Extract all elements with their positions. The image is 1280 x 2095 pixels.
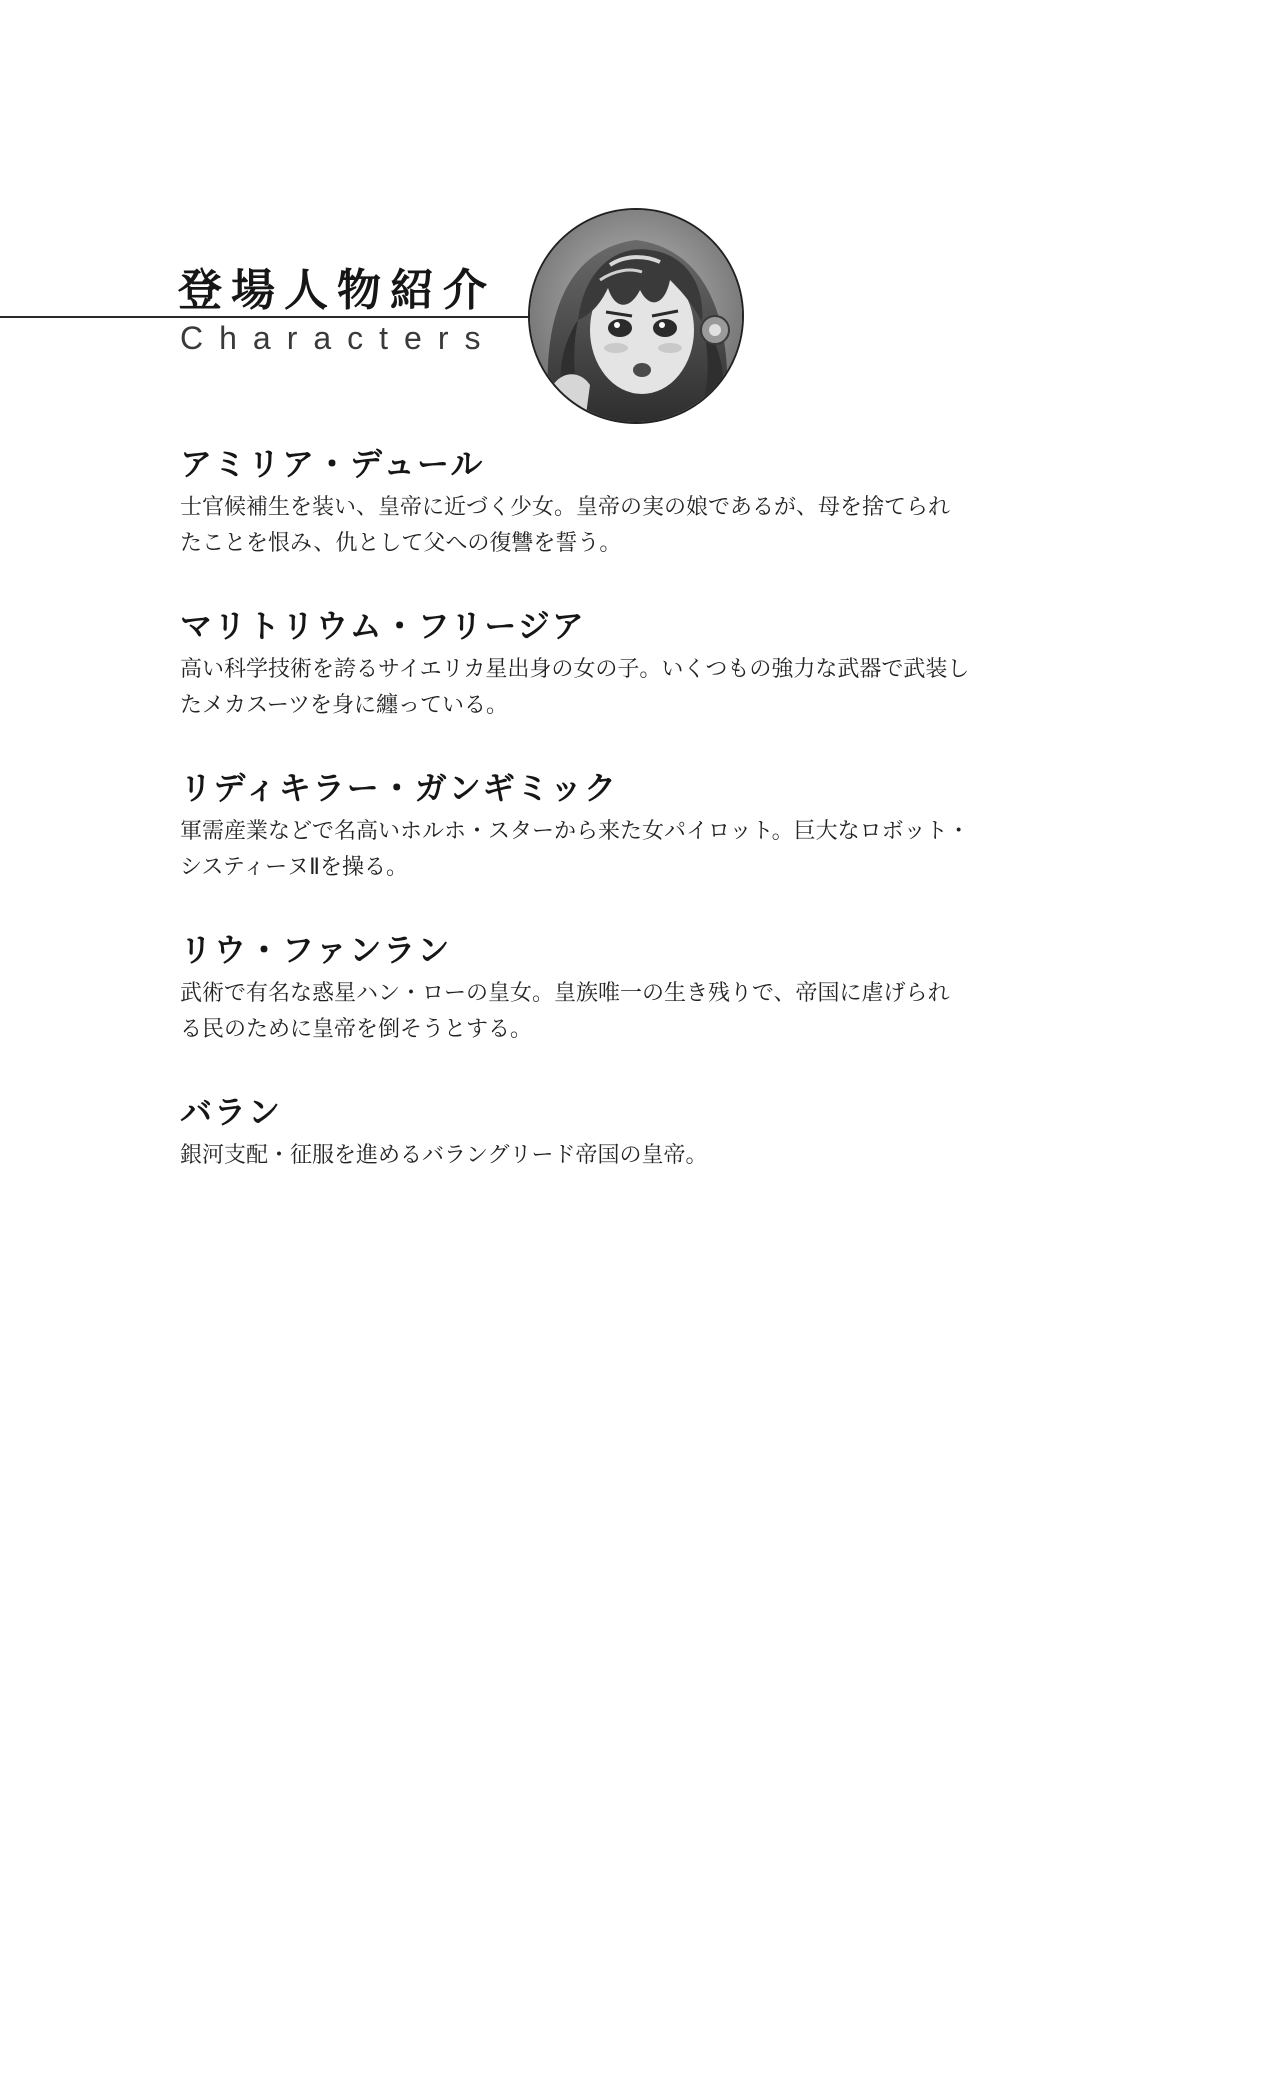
character-list xyxy=(180,440,970,1214)
character-description: 軍需産業などで名高いホルホ・スターから来た女パイロット。巨大なロボット・システィーヌⅡを操る。 xyxy=(180,819,970,880)
character-name: アミリア・デュール xyxy=(180,445,485,483)
character-name: バラン xyxy=(180,1093,283,1131)
character-entry xyxy=(180,440,970,562)
page-subtitle: Characters xyxy=(180,320,497,356)
character-description: 士官候補生を装い、皇帝に近づく少女。皇帝の実の娘であるが、母を捨てられたことを恨み、仇として父への復讐を誓う。 xyxy=(180,495,951,556)
character-name: リディキラー・ガンギミック xyxy=(180,769,619,807)
character-description: 高い科学技術を誇るサイエリカ星出身の女の子。いくつもの強力な武器で武装したメカスーツを身に纏っている。 xyxy=(180,657,970,718)
header-divider xyxy=(0,316,535,318)
character-name: マリトリウム・フリージア xyxy=(180,607,586,645)
character-description: 銀河支配・征服を進めるバラングリード帝国の皇帝。 xyxy=(180,1143,708,1168)
character-entry xyxy=(180,1088,970,1174)
character-name: リウ・ファンラン xyxy=(180,931,452,969)
page-title: 登場人物紹介 xyxy=(178,265,496,316)
character-portrait xyxy=(528,208,744,424)
character-entry xyxy=(180,926,970,1048)
portrait-illustration xyxy=(530,210,742,422)
character-entry xyxy=(180,764,970,886)
character-description: 武術で有名な惑星ハン・ローの皇女。皇族唯一の生き残りで、帝国に虐げられる民のために皇帝を倒そうとする。 xyxy=(180,981,950,1042)
page-header xyxy=(0,200,760,430)
character-entry xyxy=(180,602,970,724)
